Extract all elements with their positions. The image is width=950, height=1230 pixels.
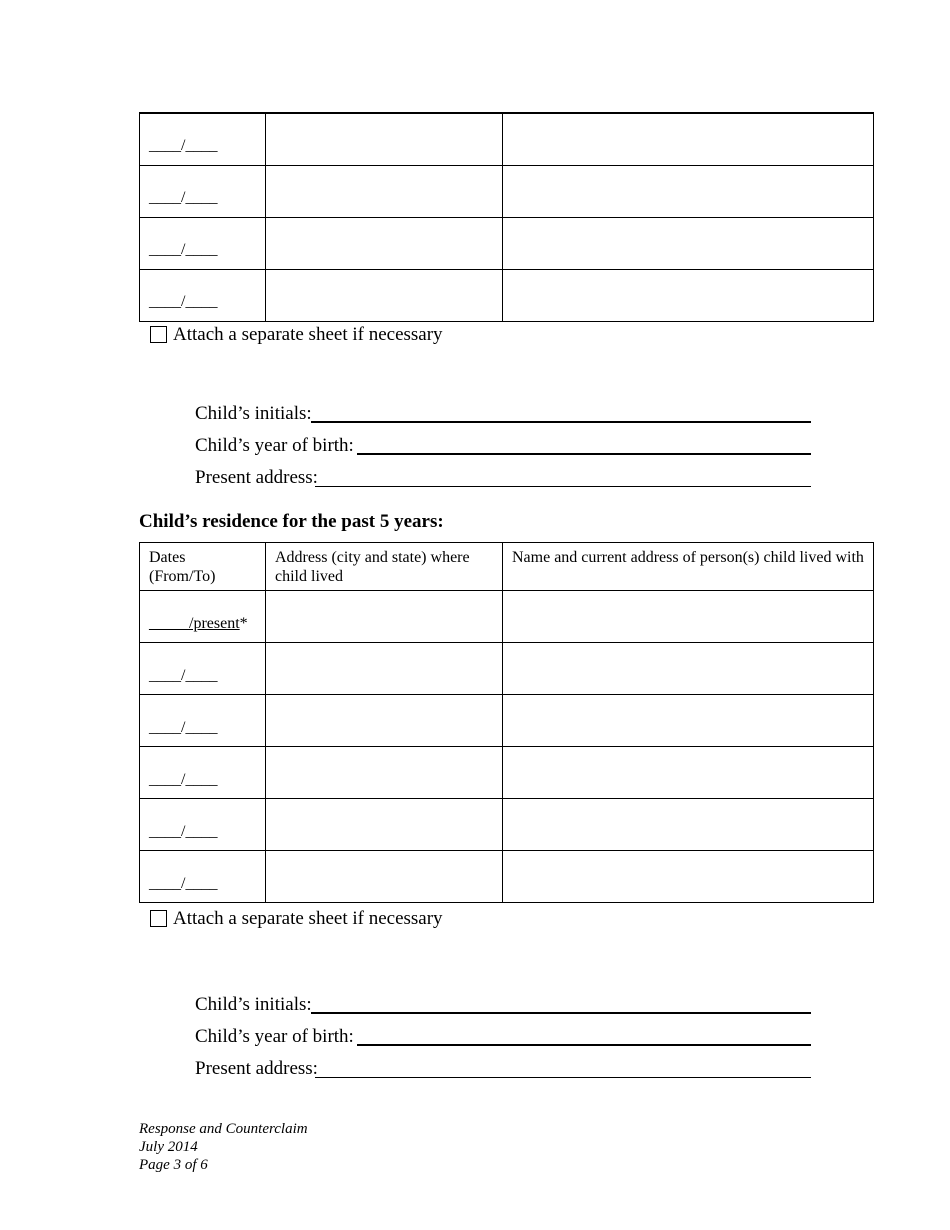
child-year-label: Child’s year of birth: xyxy=(195,435,354,456)
child-initials-input[interactable] xyxy=(311,1012,811,1014)
date-cell[interactable]: ____/____ xyxy=(140,799,266,851)
table-row xyxy=(140,747,874,799)
child-initials-label: Child’s initials: xyxy=(195,994,312,1015)
present-address-input[interactable] xyxy=(315,1077,811,1078)
address-cell[interactable] xyxy=(266,269,503,321)
attach-sheet-checkbox[interactable] xyxy=(150,326,167,343)
table-row xyxy=(140,643,874,695)
child-year-field xyxy=(195,1026,811,1050)
table-row xyxy=(140,269,874,321)
table-row xyxy=(140,217,874,269)
continuation-table xyxy=(139,112,874,322)
person-cell[interactable] xyxy=(503,217,874,269)
attach-sheet-option xyxy=(150,325,443,347)
person-cell[interactable] xyxy=(503,165,874,217)
child-year-input[interactable] xyxy=(357,1044,811,1046)
footer-page-number: Page 3 of 6 xyxy=(139,1157,208,1173)
date-cell[interactable]: _____/present* xyxy=(140,591,266,643)
present-address-input[interactable] xyxy=(315,486,811,487)
date-cell[interactable]: ____/____ xyxy=(140,113,266,165)
page-footer xyxy=(139,1120,308,1174)
child-initials-input[interactable] xyxy=(311,421,811,423)
date-cell[interactable]: ____/____ xyxy=(140,747,266,799)
address-cell[interactable] xyxy=(266,113,503,165)
address-cell[interactable] xyxy=(266,165,503,217)
table-row xyxy=(140,799,874,851)
person-cell[interactable] xyxy=(503,747,874,799)
address-cell[interactable] xyxy=(266,747,503,799)
header-dates: Dates (From/To) xyxy=(140,543,266,591)
address-cell[interactable] xyxy=(266,591,503,643)
date-cell[interactable]: ____/____ xyxy=(140,165,266,217)
present-address-field xyxy=(195,467,811,491)
person-cell[interactable] xyxy=(503,643,874,695)
date-cell[interactable]: ____/____ xyxy=(140,695,266,747)
address-cell[interactable] xyxy=(266,851,503,903)
footer-form-name: Response and Counterclaim xyxy=(139,1121,308,1137)
table-header-row xyxy=(140,543,874,591)
header-person: Name and current address of person(s) child lived with xyxy=(503,543,874,591)
table-row xyxy=(140,165,874,217)
person-cell[interactable] xyxy=(503,851,874,903)
attach-sheet-option xyxy=(150,909,443,931)
child-initials-field xyxy=(195,403,811,427)
table-row xyxy=(140,851,874,903)
table-row xyxy=(140,113,874,165)
table-row xyxy=(140,695,874,747)
person-cell[interactable] xyxy=(503,799,874,851)
address-cell[interactable] xyxy=(266,695,503,747)
present-address-label: Present address: xyxy=(195,467,318,488)
header-address: Address (city and state) where child lived xyxy=(266,543,503,591)
date-cell[interactable]: ____/____ xyxy=(140,851,266,903)
child-year-input[interactable] xyxy=(357,453,811,455)
attach-sheet-label: Attach a separate sheet if necessary xyxy=(173,324,443,345)
table-row xyxy=(140,591,874,643)
date-cell[interactable]: ____/____ xyxy=(140,643,266,695)
child-initials-field xyxy=(195,994,811,1018)
person-cell[interactable] xyxy=(503,269,874,321)
child-year-field xyxy=(195,435,811,459)
residence-table xyxy=(139,542,874,903)
address-cell[interactable] xyxy=(266,799,503,851)
person-cell[interactable] xyxy=(503,591,874,643)
person-cell[interactable] xyxy=(503,695,874,747)
present-address-label: Present address: xyxy=(195,1058,318,1079)
attach-sheet-label: Attach a separate sheet if necessary xyxy=(173,908,443,929)
footer-date: July 2014 xyxy=(139,1139,198,1155)
person-cell[interactable] xyxy=(503,113,874,165)
address-cell[interactable] xyxy=(266,643,503,695)
address-cell[interactable] xyxy=(266,217,503,269)
present-address-field xyxy=(195,1058,811,1082)
date-cell[interactable]: ____/____ xyxy=(140,269,266,321)
section-heading: Child’s residence for the past 5 years: xyxy=(139,511,444,532)
child-year-label: Child’s year of birth: xyxy=(195,1026,354,1047)
attach-sheet-checkbox[interactable] xyxy=(150,910,167,927)
child-initials-label: Child’s initials: xyxy=(195,403,312,424)
date-cell[interactable]: ____/____ xyxy=(140,217,266,269)
